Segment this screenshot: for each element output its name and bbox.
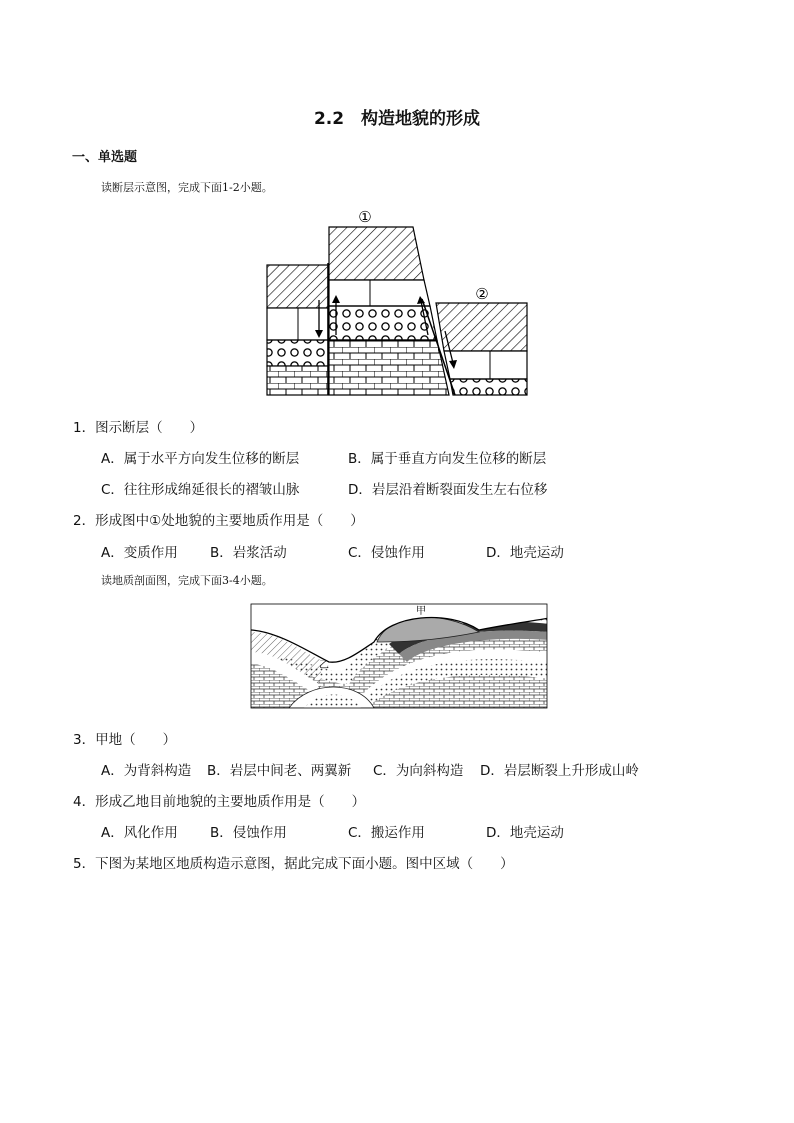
middle-white-layer [329, 280, 430, 306]
q1-option-c: C．往往形成绵延很长的褶皱山脉 [101, 482, 300, 498]
label-2: ② [475, 285, 489, 303]
q4-option-c: C．搬运作用 [348, 825, 425, 841]
label-1: ① [358, 208, 372, 226]
middle-brick-layer [329, 340, 449, 395]
right-white-layer [444, 351, 527, 379]
q4-option-b: B．侵蚀作用 [210, 825, 287, 841]
geologic-section-diagram [249, 602, 551, 712]
q4-option-a: A．风化作用 [101, 825, 178, 841]
left-circle-layer [267, 340, 328, 366]
q1-option-d: D．岩层沿着断裂面发生左右位移 [348, 482, 548, 498]
question-3: 3．甲地（ ） [73, 732, 177, 748]
intro-text-2: 读地质剖面图，完成下面3-4小题。 [101, 574, 273, 587]
q4-option-d: D．地壳运动 [486, 825, 564, 841]
q2-option-b: B．岩浆活动 [210, 545, 287, 561]
question-1: 1．图示断层（ ） [73, 420, 204, 436]
q3-option-b: B．岩层中间老、两翼新 [207, 763, 352, 779]
middle-hatched-layer [329, 227, 424, 280]
q2-option-a: A．变质作用 [101, 545, 178, 561]
left-brick-layer [267, 366, 328, 395]
intro-text-1: 读断层示意图，完成下面1-2小题。 [101, 181, 273, 194]
label-jia: 甲 [416, 606, 426, 617]
question-4: 4．形成乙地目前地貌的主要地质作用是（ ） [73, 794, 366, 810]
page-title: 2.2 构造地貌的形成 [313, 109, 481, 129]
section-heading: 一、单选题 [72, 150, 138, 165]
middle-circle-layer [329, 306, 437, 340]
q3-option-d: D．岩层断裂上升形成山岭 [480, 763, 639, 779]
q1-option-a: A．属于水平方向发生位移的断层 [101, 451, 300, 467]
q3-option-a: A．为背斜构造 [101, 763, 192, 779]
right-hatched-layer [436, 303, 527, 351]
right-circle-layer [450, 379, 527, 395]
question-2: 2．形成图中①处地貌的主要地质作用是（ ） [73, 513, 364, 529]
fault-diagram [262, 203, 532, 398]
q2-option-d: D．地壳运动 [486, 545, 564, 561]
q3-option-c: C．为向斜构造 [373, 763, 464, 779]
question-5: 5．下图为某地区地质构造示意图，据此完成下面小题。图中区域（ ） [73, 856, 514, 872]
label-yi: 乙 [319, 660, 329, 671]
q1-option-b: B．属于垂直方向发生位移的断层 [348, 451, 547, 467]
q2-option-c: C．侵蚀作用 [348, 545, 425, 561]
